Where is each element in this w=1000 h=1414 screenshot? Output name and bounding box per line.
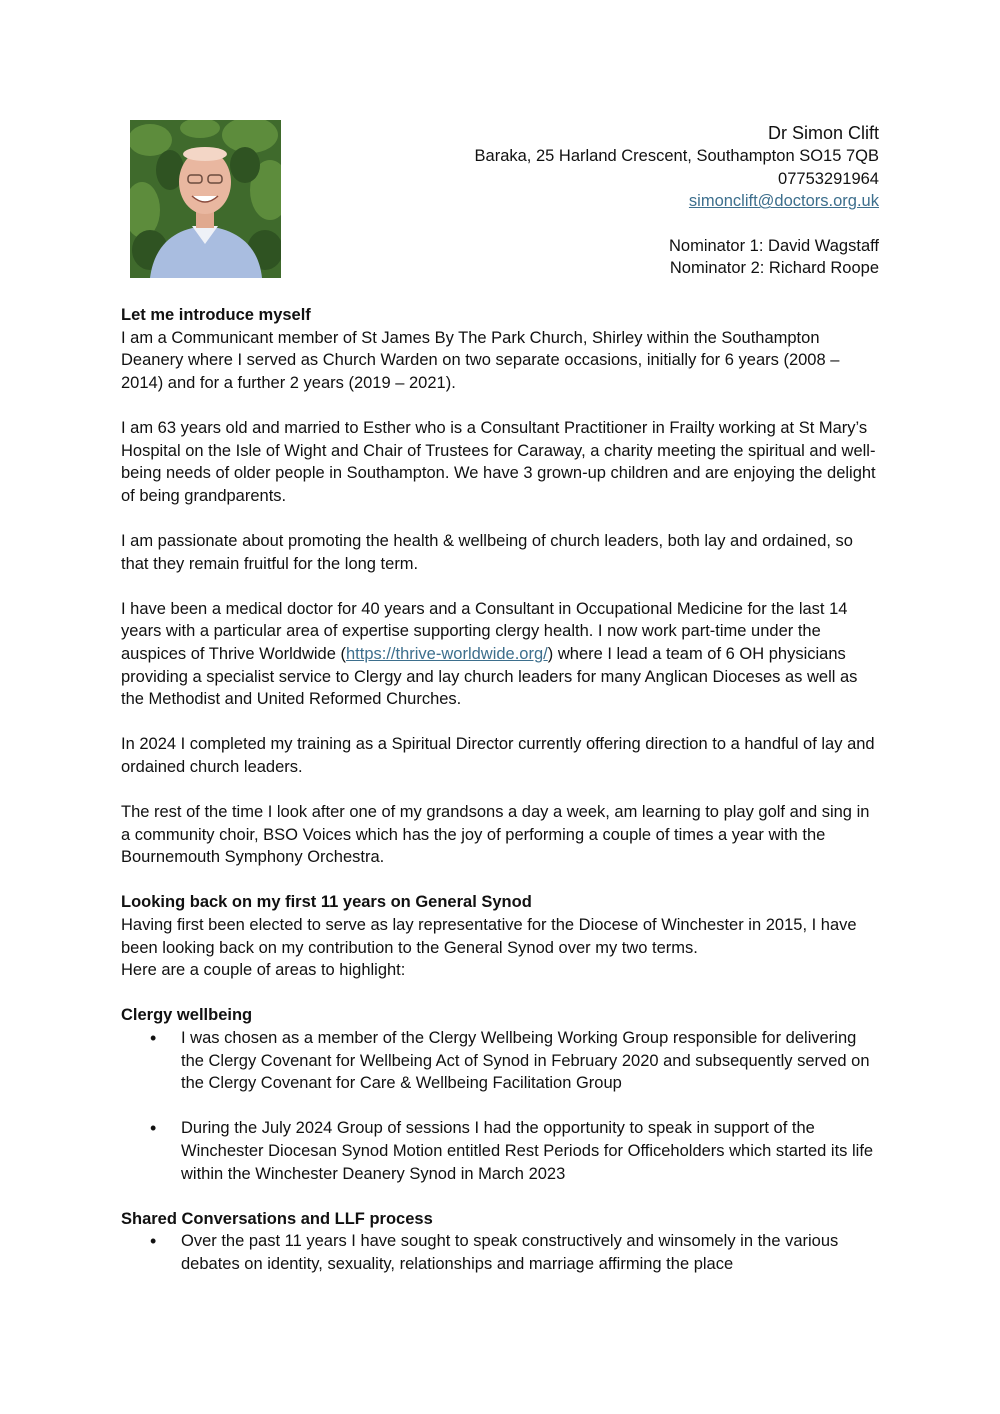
intro-paragraph-3: I am passionate about promoting the health & wellbeing of church leaders, both lay and ordained, so that they remain fruitful for the long term. <box>121 531 853 573</box>
list-item: • I was chosen as a member of the Clergy Wellbeing Working Group responsible for delivering the Clergy Covenant for Wellbeing Act of Synod in February 2020 and subsequently served on the Clergy Covenant for Care & Wellbeing Facilitation Group <box>121 1027 881 1095</box>
nominator-2: Nominator 2: Richard Roope <box>669 259 879 278</box>
list-item: • Over the past 11 years I have sought to speak constructively and winsomely in the various debates on identity, sexuality, relationships and marriage affirming the place <box>121 1230 881 1275</box>
intro-paragraph-2: I am 63 years old and married to Esther who is a Consultant Practitioner in Frailty working at St Mary’s Hospital on the Isle of Wight and Chair of Trustees for Caraway, a charity meeting the spiritual and well-being needs of older people in Southampton. We have 3 grown-up children and are enjoying the delight of being grandparents. <box>121 418 876 505</box>
llf-heading: Shared Conversations and LLF process <box>121 1209 433 1228</box>
intro-paragraph-4-part-b: ) where I lead a team of 6 OH physicians providing a specialist service to Clergy and lay church leaders for many Anglican Dioceses as well as the Methodist and United Reformed Churches. <box>121 644 858 709</box>
synod-heading: Looking back on my first 11 years on General Synod <box>121 893 532 912</box>
email-link[interactable]: simonclift@doctors.org.uk <box>688 192 879 211</box>
intro-paragraph-4 <box>121 598 881 711</box>
nominator-1: Nominator 1: David Wagstaff <box>668 236 879 255</box>
synod-paragraph-1: Having first been elected to serve as lay representative for the Diocese of Winchester in 2015, I have been looking back on my contribution to the General Synod over my two terms. <box>121 916 857 957</box>
author-name: Dr Simon Clift <box>767 123 879 143</box>
portrait-photo <box>130 120 281 278</box>
llf-list <box>121 1230 881 1275</box>
intro-paragraph-6: The rest of the time I look after one of my grandsons a day a week, am learning to play golf and sing in a community choir, BSO Voices which has the joy of performing a couple of times a year with the Bournemouth Symphony Orchestra. <box>121 803 870 867</box>
statement-body <box>121 304 881 1298</box>
intro-heading: Let me introduce myself <box>121 306 311 324</box>
contact-header <box>475 122 879 280</box>
synod-paragraph-2: Here are a couple of areas to highlight: <box>121 961 406 980</box>
list-item: • During the July 2024 Group of sessions I had the opportunity to speak in support of the Winchester Diocesan Synod Motion entitled Rest Periods for Officeholders which started its life within the Winchester Deanery Synod in March 2023 <box>121 1117 881 1185</box>
phone-number: 07753291964 <box>778 169 879 188</box>
intro-paragraph-4-part-a: I have been a medical doctor for 40 years and a Consultant in Occupational Medicine for the last 14 years with a particular area of expertise supporting clergy health. I now work part-time under the auspices of Thrive Worldwide ( <box>121 599 848 663</box>
intro-paragraph-1: I am a Communicant member of St James By The Park Church, Shirley within the Southampton Deanery where I served as Church Warden on two separate occasions, initially for 6 years (2008 – 2014) and for a further 2 years (2019 – 2021). <box>121 328 840 392</box>
intro-paragraph-5: In 2024 I completed my training as a Spiritual Director currently offering direction to a handful of lay and ordained church leaders. <box>121 735 875 776</box>
thrive-worldwide-link[interactable]: https://thrive-worldwide.org/ <box>345 644 548 663</box>
postal-address: Baraka, 25 Harland Crescent, Southampton SO15 7QB <box>474 147 879 165</box>
clergy-wellbeing-heading: Clergy wellbeing <box>121 1006 253 1025</box>
clergy-wellbeing-list <box>121 1027 881 1185</box>
